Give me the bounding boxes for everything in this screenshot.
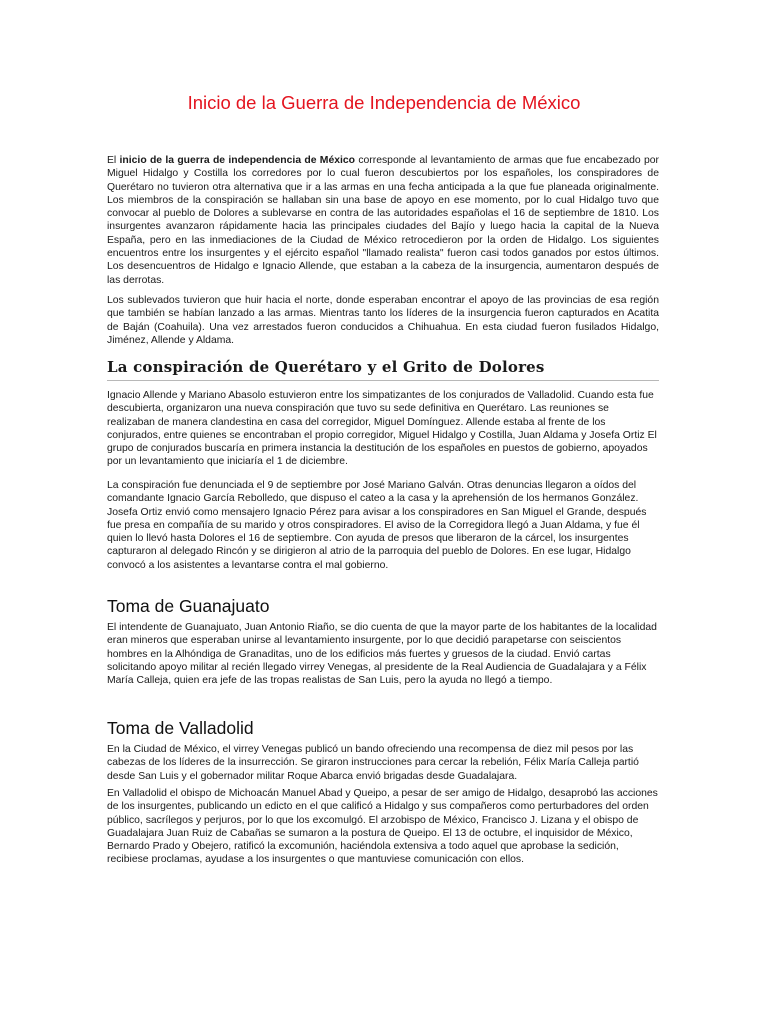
valladolid-paragraph-2: En Valladolid el obispo de Michoacán Manuel Abad y Queipo, a pesar de ser amigo de Hidalgo, desaprobó las acciones de los insurgentes, publicando un edicto en el que calificó a Hidalgo y sus compañeros como perturbadores del orden público, sacrílegos y perjuros, por lo que los excomulgó. El arzobispo de México, Francisco J. Lizana y el obispo de Guadalajara Juan Ruiz de Cabañas se sumaron a la postura de Queipo. El 13 de octubre, el inquisidor de México, Bernardo Prado y Obejero, ratificó la excomunión, haciéndola extensiva a todo aquel que aprobase la sedición, recibiese proclamas, ayudase a los insurgentes o que mantuviese comunicación con ellos. [107, 788, 658, 866]
section-heading-guanajuato: Toma de Guanajuato [107, 596, 270, 616]
intro-paragraph-1 [107, 154, 659, 287]
guanajuato-paragraph: El intendente de Guanajuato, Juan Antonio Riaño, se dio cuenta de que la mayor parte de los habitantes de la localidad eran mineros que esperaban unirse al levantamiento insurgente, por lo que decidió parapetarse con seiscientos hombres en la Alhóndiga de Granaditas, uno de los edificios más fuertes y gruesos de la ciudad. Envió cartas solicitando apoyo militar al recién llegado virrey Venegas, al presidente de la Real Audiencia de Guadalajara y a Félix María Calleja, quien era jefe de las tropas realistas de San Luis, pero la ayuda no llegó a tiempo. [107, 622, 657, 687]
section-heading-conspiracion: La conspiración de Querétaro y el Grito de Dolores [107, 358, 545, 376]
intro-bold-term: inicio de la guerra de independencia de México [119, 155, 356, 166]
section-heading-valladolid: Toma de Valladolid [107, 718, 254, 738]
intro-body-text: corresponde al levantamiento de armas que fue encabezado por Miguel Hidalgo y Costilla los corredores por lo cual fueron descubiertos por los españoles, los conspiradores de Querétaro no tuvieron otra alternativa que ir a las armas en una fecha anticipada a la que fue planeada originalmente. Los miembros de la conspiración se hallaban sin una base de apoyo en ese momento, por lo cual Hidalgo tuvo que convocar al pueblo de Dolores a sublevarse en contra de las autoridades españolas el 16 de septiembre de 1810. Los insurgentes avanzaron rápidamente hacia las principales ciudades del Bajío y luego hacia la capital de la Nueva España, pero en las inmediaciones de la Ciudad de México retrocedieron por la orden de Hidalgo. Los siguientes encuentros entre los insurgentes y el ejército español "llamado realista" fueron casi todos ganados por estos últimos. Los desencuentros de Hidalgo e Ignacio Allende, que estaban a la cabeza de la insurgencia, aumentaron después de las derrotas. [107, 155, 659, 286]
conspiracion-paragraph-1: Ignacio Allende y Mariano Abasolo estuvieron entre los simpatizantes de los conjurados de Valladolid. Cuando esta fue descubierta, organizaron una nueva conspiración que tuvo su sede definitiva en Querétaro. Las reuniones se realizaban de manera clandestina en casa del corregidor, Miguel Domínguez. Allende estaba al frente de los conjurados, entre quienes se encontraban el propio corregidor, Miguel Hidalgo y Costilla, Juan Aldama y Josefa Ortiz El grupo de conjurados buscaría en primera instancia la destitución de los españoles en puestos de gobierno, apoyados por un levantamiento que iniciaría el 1 de diciembre. [107, 390, 657, 468]
valladolid-paragraph-1: En la Ciudad de México, el virrey Venegas publicó un bando ofreciendo una recompensa de diez mil pesos por las cabezas de los líderes de la insurrección. Se giraron instrucciones para cercar la rebelión, Félix María Calleja partió desde San Luis y el gobernador militar Roque Abarca envió brigadas desde Guadalajara. [107, 744, 639, 782]
section-divider [107, 380, 659, 381]
conspiracion-paragraph-2: La conspiración fue denunciada el 9 de septiembre por José Mariano Galván. Otras denuncias llegaron a oídos del comandante Ignacio García Rebolledo, que dispuso el cateo a la casa y la aprehensión de los hermanos González. Josefa Ortiz envió como mensajero Ignacio Pérez para avisar a los conspiradores en San Miguel el Grande, después fue presa en compañía de su marido y otros conspiradores. El aviso de la Corregidora llegó a Juan Aldama, y fue él quien lo llevó hasta Dolores el 16 de septiembre. Con ayuda de presos que liberaron de la cárcel, los insurgentes capturaron al delegado Rincón y se dirigieron al atrio de la parroquia del pueblo de Dolores. En ese lugar, Hidalgo convocó a los asistentes a levantarse contra el mal gobierno. [107, 480, 647, 571]
intro-paragraph-2: Los sublevados tuvieron que huir hacia el norte, donde esperaban encontrar el apoyo de las provincias de esa región que también se habían lanzado a las armas. Mientras tanto los líderes de la insurgencia fueron capturados en Acatita de Baján (Coahuila). Una vez arrestados fueron conducidos a Chihuahua. En esta ciudad fueron fusilados Hidalgo, Jiménez, Allende y Aldama. [107, 295, 659, 346]
page-title: Inicio de la Guerra de Independencia de México [187, 92, 581, 113]
intro-lead-text: El [107, 155, 120, 166]
